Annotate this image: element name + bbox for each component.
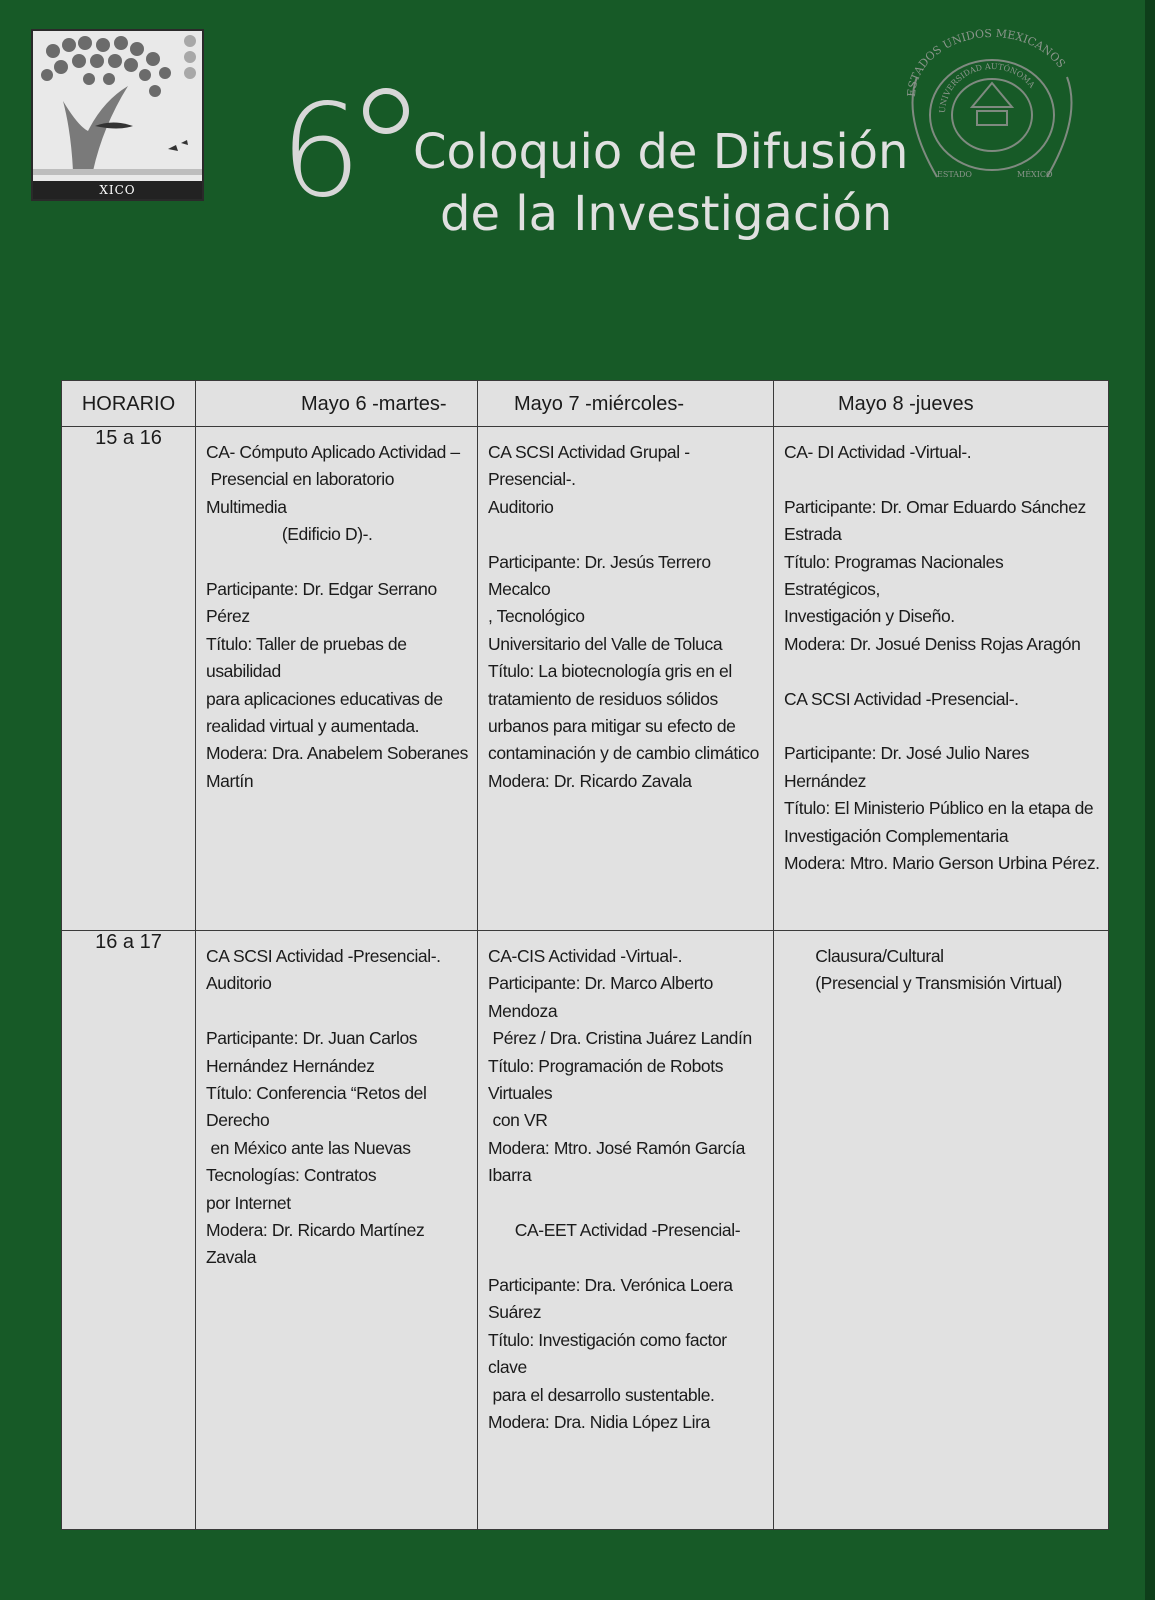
table-row	[62, 427, 1109, 931]
session-cell: CA-CIS Actividad -Virtual-. Participante: Dr. Marco Alberto Mendoza Pérez / Dra. Cristina Juárez Landín Título: Programación de Robots Virtuales con VR Modera: Mtro. José Ramón García Ibarra CA-EET Actividad -Presencial- Participante: Dra. Verónica Loera Suárez Título: Investigación como factor clave para el desarrollo sustentable. Modera: Dra. Nidia López Lira	[478, 931, 774, 1530]
tree-logo-icon	[33, 31, 202, 181]
session-cell: CA- DI Actividad -Virtual-. Participante: Dr. Omar Eduardo Sánchez Estrada Título: Programas Nacionales Estratégicos, Investigación y Diseño. Modera: Dr. Josué Deniss Rojas Aragón CA SCSI Actividad -Presencial-. Participante: Dr. José Julio Nares Hernández Título: El Ministerio Público en la etapa de Investigación Complementaria Modera: Mtro. Mario Gerson Urbina Pérez.	[774, 427, 1109, 931]
session-cell: CA SCSI Actividad -Presencial-. Auditorio Participante: Dr. Juan Carlos Hernández Hernández Título: Conferencia “Retos del Derecho en México ante las Nuevas Tecnologías: Contratos por Internet Modera: Dr. Ricardo Martínez Zavala	[196, 931, 478, 1530]
seal-inner-text: UNIVERSIDAD AUTÓNOMA	[937, 61, 1037, 114]
column-header-day-1: Mayo 6 -martes-	[196, 381, 478, 427]
session-cell: CA- Cómputo Aplicado Actividad – Presencial en laboratorio Multimedia (Edificio D)-. Participante: Dr. Edgar Serrano Pérez Título: Taller de pruebas de usabilidad para aplicaciones educativas de realidad virtual y aumentada. Modera: Dra. Anabelem Soberanes Martín	[196, 427, 478, 931]
campus-logo	[31, 29, 204, 201]
session-cell: Clausura/Cultural (Presencial y Transmisión Virtual)	[774, 931, 1109, 1530]
table-header-row	[62, 381, 1109, 427]
session-cell: CA SCSI Actividad Grupal -Presencial-. Auditorio Participante: Dr. Jesús Terrero Mecalco , Tecnológico Universitario del Valle de Toluca Título: La biotecnología gris en el tratamiento de residuos sólidos urbanos para mitigar su efecto de contaminación y de cambio climático Modera: Dr. Ricardo Zavala	[478, 427, 774, 931]
schedule-table	[61, 380, 1109, 1530]
university-seal-icon	[897, 27, 1087, 197]
page-edge	[1145, 0, 1155, 1600]
time-slot: 15 a 16	[62, 427, 196, 931]
column-header-day-3: Mayo 8 -jueves	[774, 381, 1109, 427]
ordinal-mark	[363, 88, 409, 134]
seal-top-text: ESTADOS UNIDOS MEXICANOS	[904, 27, 1068, 98]
seal-bottom-right-text: MÉXICO	[1017, 170, 1053, 179]
svg-text:ESTADOS UNIDOS MEXICANOS	[905, 27, 1068, 97]
column-header-horario: HORARIO	[62, 381, 196, 427]
logo-caption: XICO	[33, 181, 202, 199]
title-line-1: Coloquio de Difusión	[413, 124, 909, 180]
table-row	[62, 931, 1109, 1530]
edition-number: 6	[280, 77, 358, 226]
seal-bottom-left-text: ESTADO	[937, 170, 972, 179]
title-line-2: de la Investigación	[440, 186, 893, 242]
column-header-day-2: Mayo 7 -miércoles-	[478, 381, 774, 427]
time-slot: 16 a 17	[62, 931, 196, 1530]
